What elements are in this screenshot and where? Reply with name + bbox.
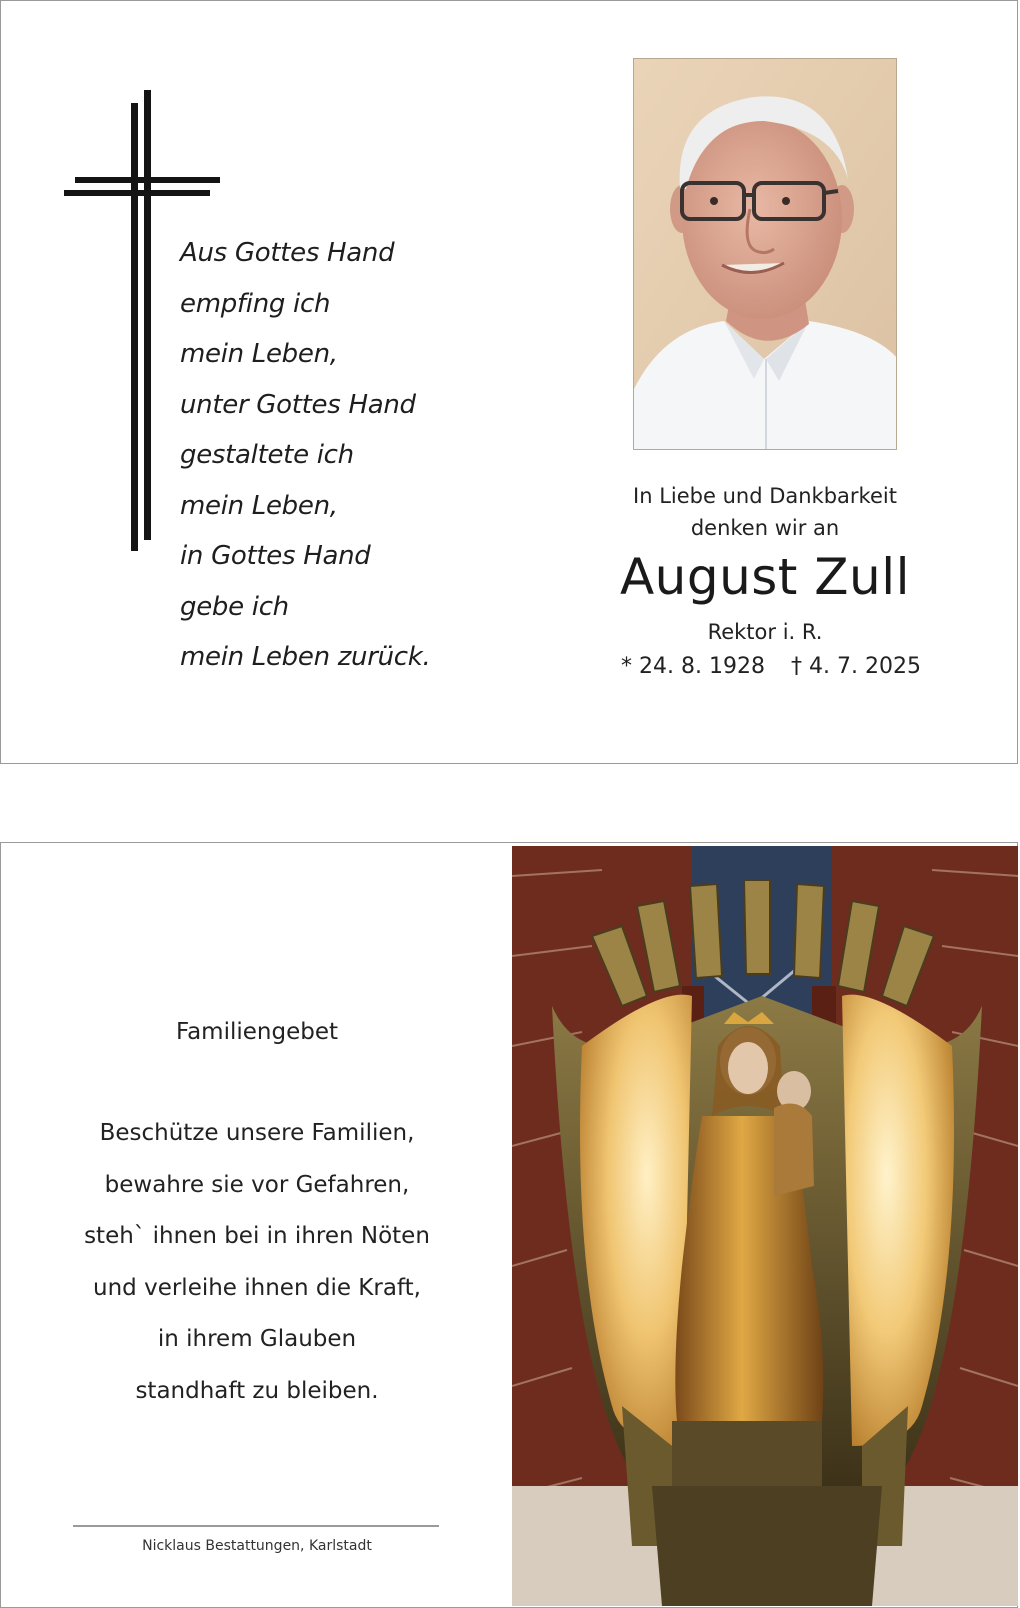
notice-intro [600,480,930,544]
prayer-line: standhaft zu bleiben. [135,1377,379,1404]
death-date: † 4. 7. 2025 [791,654,921,679]
portrait-photo [633,58,897,450]
prayer-line: bewahre sie vor Gefahren, [104,1171,410,1198]
birth-date: * 24. 8. 1928 [621,654,765,679]
prayer-line: in ihrem Glauben [157,1326,357,1352]
funeral-home-credit: Nicklaus Bestattungen, Karlstadt [142,1538,372,1554]
verse-line: mein Leben, [180,339,338,369]
madonna-statue-photo [512,846,1018,1606]
footer-divider [73,1525,439,1527]
verse-line: gebe ich [180,591,289,622]
deceased-name: August Zull [619,548,911,606]
deceased-title: Rektor i. R. [707,620,823,644]
verse-line: empfing ich [180,288,331,319]
prayer-line: und verleihe ihnen die Kraft, [93,1274,421,1301]
verse-line: unter Gottes Hand [180,389,416,420]
verse-line: mein Leben zurück. [180,642,431,672]
verse-line: gestaltete ich [180,440,354,470]
prayer-title: Familiengebet [175,1019,339,1045]
prayer-line: steh` ihnen bei in ihren Nöten [84,1223,430,1249]
verse-line: in Gottes Hand [180,541,371,571]
notice-intro-line: denken wir an [690,516,840,540]
verse-line: mein Leben, [180,490,338,521]
memorial-verse [180,228,480,683]
prayer-line: Beschütze unsere Familien, [99,1120,415,1146]
notice-intro-line: In Liebe und Dankbarkeit [633,484,897,508]
verse-line: Aus Gottes Hand [180,238,395,268]
prayer-text [0,1108,514,1417]
